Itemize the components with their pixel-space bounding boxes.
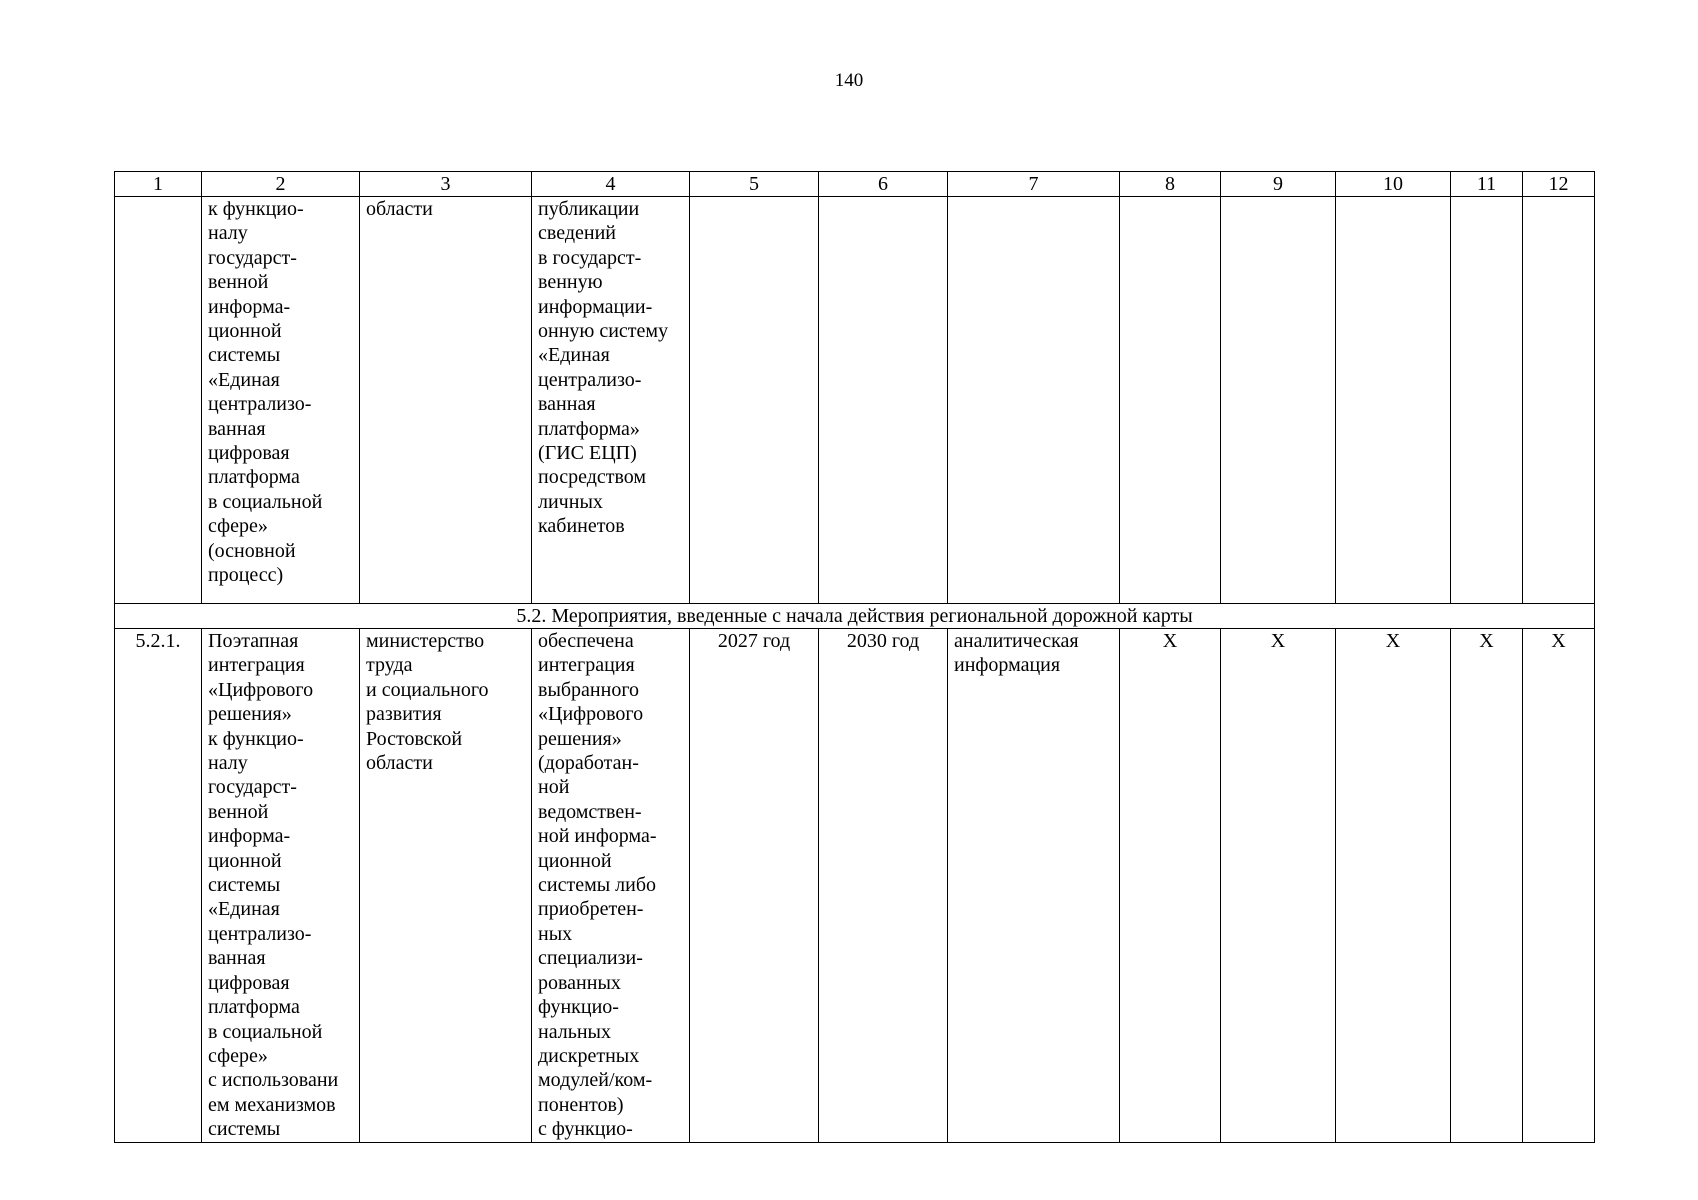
cell-line: области xyxy=(366,198,433,220)
section-header-row xyxy=(115,604,1595,629)
mark-cell: X xyxy=(1523,629,1595,1143)
column-number: 5 xyxy=(690,172,819,197)
cell-line: ной информа- xyxy=(538,825,657,848)
cell-col3 xyxy=(360,197,532,604)
cell-line: дискретных xyxy=(538,1044,640,1067)
cell-line: государст- xyxy=(208,776,297,799)
cell-line: интеграция xyxy=(538,654,635,677)
column-number: 2 xyxy=(202,172,360,197)
cell-line: рованных xyxy=(538,971,621,994)
column-number: 11 xyxy=(1451,172,1523,197)
cell-line: к функцио- xyxy=(208,727,304,750)
cell-line: выбранного xyxy=(538,678,640,701)
cell-col5 xyxy=(690,197,819,604)
cell-line: платформа» xyxy=(538,417,640,440)
end-year-cell: 2030 год xyxy=(819,629,948,1143)
cell-line: сфере» xyxy=(208,1044,268,1067)
cell-col7 xyxy=(948,197,1120,604)
cell-line: системы xyxy=(208,1118,281,1141)
cell-line: централизо- xyxy=(538,368,642,391)
cell-line: платформа xyxy=(208,996,300,1019)
cell-line: кабинетов xyxy=(538,515,625,538)
column-number: 8 xyxy=(1120,172,1221,197)
cell-line: ванная xyxy=(208,417,266,440)
cell-line: к функцио- xyxy=(208,198,304,220)
cell-line: «Единая xyxy=(208,368,280,391)
cell-line: системы xyxy=(208,874,281,897)
cell-line: области xyxy=(366,752,433,775)
cell-line: централизо- xyxy=(208,393,312,416)
cell-line: информации- xyxy=(538,295,653,318)
cell-line: труда xyxy=(366,654,413,677)
cell-col2 xyxy=(202,197,360,604)
column-number: 9 xyxy=(1221,172,1336,197)
table-row xyxy=(115,629,1595,1143)
cell-line: развития xyxy=(366,703,442,726)
cell-line: информация xyxy=(954,654,1061,677)
cell-line: министерство xyxy=(366,630,485,652)
column-number: 1 xyxy=(115,172,202,197)
cell-line: публикации xyxy=(538,198,640,220)
mark-cell: X xyxy=(1120,629,1221,1143)
mark-cell: X xyxy=(1221,629,1336,1143)
cell-col10 xyxy=(1336,197,1451,604)
cell-line: сведений xyxy=(538,222,616,245)
cell-line: «Цифрового xyxy=(208,678,314,701)
cell-line: ем механизмов xyxy=(208,1093,336,1116)
page-number: 140 xyxy=(834,70,864,91)
cell-line: процесс) xyxy=(208,564,284,587)
column-number: 3 xyxy=(360,172,532,197)
cell-line: ных xyxy=(538,922,573,945)
cell-line: в государст- xyxy=(538,246,642,269)
cell-line: в социальной xyxy=(208,490,323,513)
cell-col9 xyxy=(1221,197,1336,604)
cell-line: функцио- xyxy=(538,996,619,1019)
column-number: 12 xyxy=(1523,172,1595,197)
mark-cell: X xyxy=(1336,629,1451,1143)
cell-line: налу xyxy=(208,222,248,245)
cell-line: онную систему xyxy=(538,320,669,343)
cell-line: (доработан- xyxy=(538,752,639,775)
column-number: 7 xyxy=(948,172,1120,197)
cell-line: информа- xyxy=(208,295,291,318)
cell-col11 xyxy=(1451,197,1523,604)
cell-line: Ростовской xyxy=(366,727,463,750)
cell-line: в социальной xyxy=(208,1020,323,1043)
cell-line: ванная xyxy=(538,393,596,416)
cell-line: специализи- xyxy=(538,947,643,970)
mark-cell: X xyxy=(1451,629,1523,1143)
cell-line: ционной xyxy=(208,849,282,872)
cell-line: «Цифрового xyxy=(538,703,644,726)
cell-col12 xyxy=(1523,197,1595,604)
cell-line: системы либо xyxy=(538,874,657,897)
cell-col6 xyxy=(819,197,948,604)
cell-line: платформа xyxy=(208,466,300,489)
cell-line: ведомствен- xyxy=(538,800,642,823)
column-number: 10 xyxy=(1336,172,1451,197)
cell-line: с использовани xyxy=(208,1069,339,1092)
cell-line: централизо- xyxy=(208,922,312,945)
result-cell xyxy=(532,629,690,1143)
cell-line: решения» xyxy=(538,727,622,750)
cell-col8 xyxy=(1120,197,1221,604)
cell-line: аналитическая xyxy=(954,630,1079,652)
cell-line: «Единая xyxy=(538,344,610,367)
cell-line: венной xyxy=(208,800,269,823)
cell-line: ционной xyxy=(208,320,282,343)
event-name-cell xyxy=(202,629,360,1143)
report-type-cell xyxy=(948,629,1120,1143)
cell-line: ционной xyxy=(538,849,612,872)
cell-line: венную xyxy=(538,271,603,294)
cell-line: обеспечена xyxy=(538,630,634,652)
cell-line: государст- xyxy=(208,246,297,269)
cell-line: и социального xyxy=(366,678,489,701)
cell-line: цифровая xyxy=(208,971,290,994)
cell-line: понентов) xyxy=(538,1093,624,1116)
continued-table-row xyxy=(115,197,1595,604)
cell-line: решения» xyxy=(208,703,292,726)
cell-col4 xyxy=(532,197,690,604)
document-table xyxy=(114,171,1595,1143)
cell-line: Поэтапная xyxy=(208,630,299,652)
cell-line: модулей/ком- xyxy=(538,1069,653,1092)
cell-line: посредством xyxy=(538,466,647,489)
cell-line: венной xyxy=(208,271,269,294)
column-number: 6 xyxy=(819,172,948,197)
cell-line: ванная xyxy=(208,947,266,970)
column-number: 4 xyxy=(532,172,690,197)
cell-line: (основной xyxy=(208,539,296,562)
cell-line: «Единая xyxy=(208,898,280,921)
cell-line: цифровая xyxy=(208,442,290,465)
section-title: 5.2. Мероприятия, введенные с начала действия региональной дорожной карты xyxy=(115,604,1595,629)
cell-line: сфере» xyxy=(208,515,268,538)
cell-line: ной xyxy=(538,776,570,799)
cell-col1 xyxy=(115,197,202,604)
cell-line: нальных xyxy=(538,1020,611,1043)
cell-line: интеграция xyxy=(208,654,305,677)
cell-line: приобретен- xyxy=(538,898,644,921)
cell-line: личных xyxy=(538,490,603,513)
cell-line: с функцио- xyxy=(538,1118,633,1141)
cell-line: информа- xyxy=(208,825,291,848)
cell-line: (ГИС ЕЦП) xyxy=(538,442,637,465)
start-year-cell: 2027 год xyxy=(690,629,819,1143)
cell-line: налу xyxy=(208,752,248,775)
cell-line: системы xyxy=(208,344,281,367)
column-number-row xyxy=(115,172,1595,197)
responsible-cell xyxy=(360,629,532,1143)
row-number: 5.2.1. xyxy=(115,629,202,1143)
